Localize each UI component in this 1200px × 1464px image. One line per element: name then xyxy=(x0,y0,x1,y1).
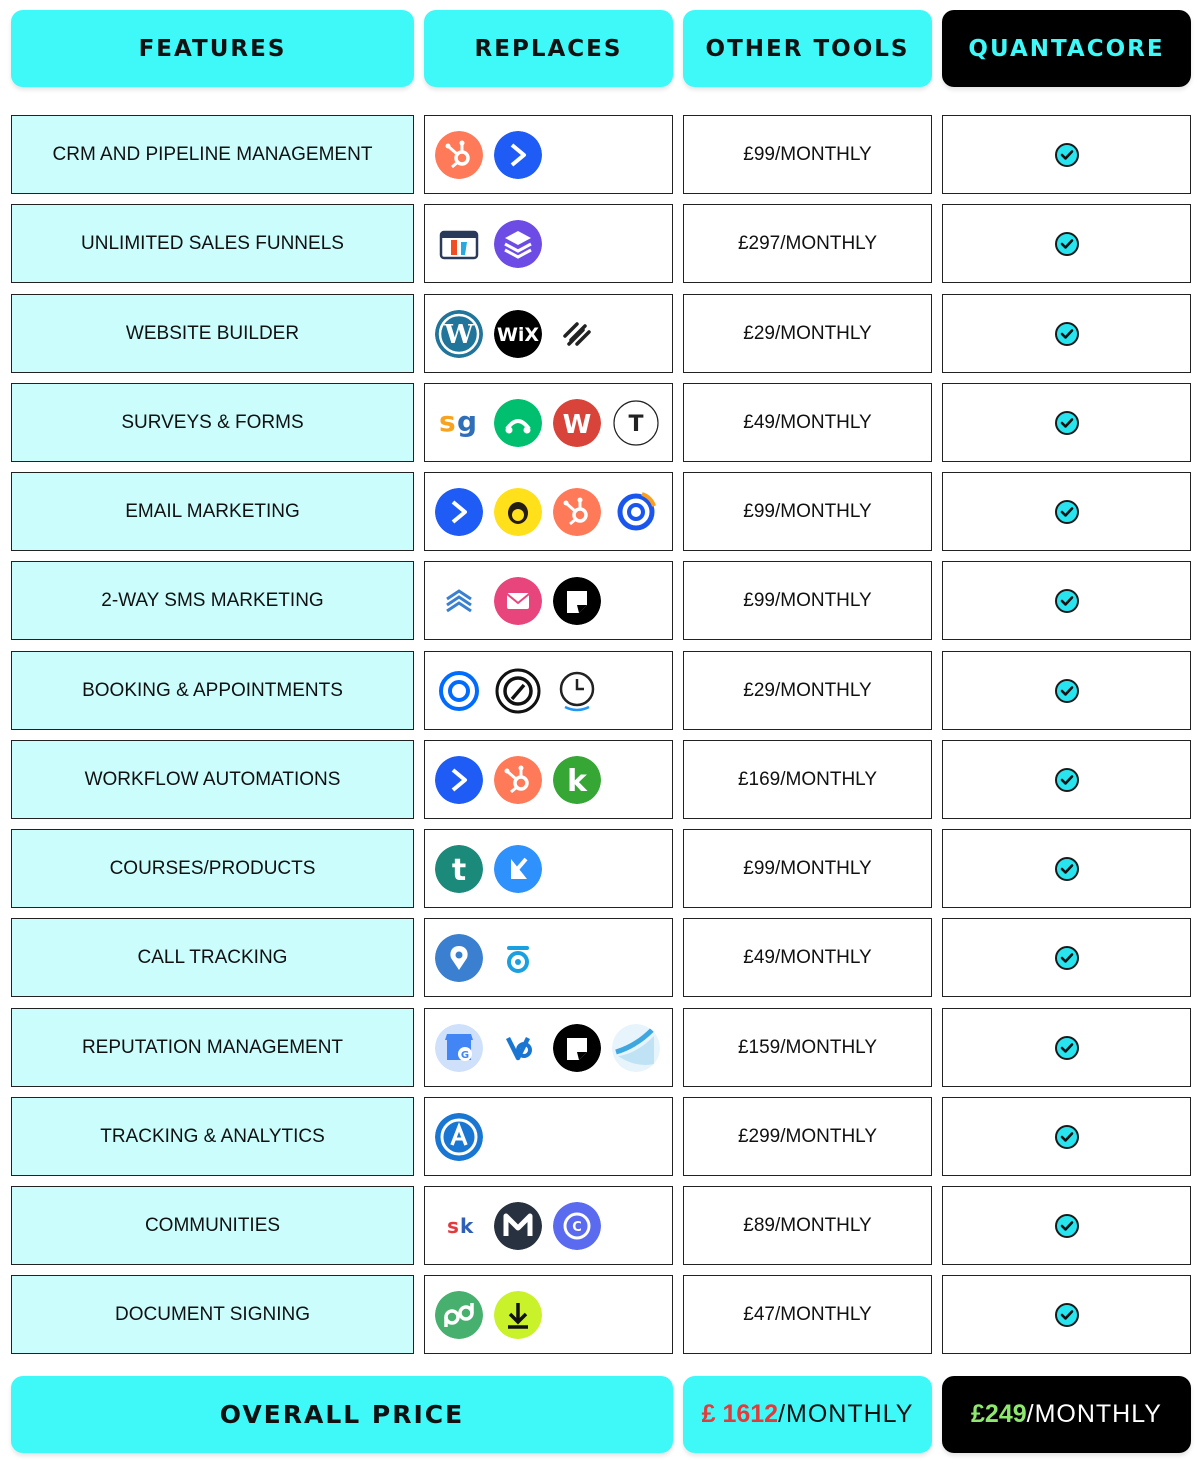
check-icon xyxy=(1055,411,1079,435)
hubspot-icon xyxy=(435,131,483,179)
table-row xyxy=(0,918,1200,997)
check-icon xyxy=(1055,857,1079,881)
other-tools-price-cell xyxy=(683,1186,932,1265)
activecampaign-icon xyxy=(435,756,483,804)
svg-text:W: W xyxy=(444,319,474,350)
feature-label: UNLIMITED SALES FUNNELS xyxy=(81,232,344,254)
header-other-tools: OTHER TOOLS xyxy=(683,10,932,87)
replaced-tools-logos xyxy=(435,1291,542,1339)
other-tools-total-amount: £ 1612 xyxy=(701,1400,779,1428)
layered-chevron-icon xyxy=(435,577,483,625)
activecampaign-icon xyxy=(435,488,483,536)
feature-cell xyxy=(11,1186,414,1265)
check-icon xyxy=(1055,500,1079,524)
hubspot-icon xyxy=(553,488,601,536)
other-tools-price-cell xyxy=(683,561,932,640)
keap-icon xyxy=(553,756,601,804)
svg-text:k: k xyxy=(567,763,587,799)
other-tools-price: £89/MONTHLY xyxy=(743,1214,872,1236)
replaced-tools-logos xyxy=(435,756,601,804)
check-icon xyxy=(1055,232,1079,256)
replaces-cell xyxy=(424,383,673,462)
svg-text:G: G xyxy=(460,1049,470,1061)
feature-label: COMMUNITIES xyxy=(144,1214,281,1236)
feature-label: EMAIL MARKETING xyxy=(125,500,300,522)
other-tools-price-cell xyxy=(683,1275,932,1354)
check-icon xyxy=(1055,768,1079,792)
other-tools-price-cell xyxy=(683,829,932,908)
svg-text:t: t xyxy=(451,852,467,888)
table-row xyxy=(0,829,1200,908)
skool-icon xyxy=(435,1202,483,1250)
feature-label: 2-WAY SMS MARKETING xyxy=(101,589,324,611)
other-tools-price: £49/MONTHLY xyxy=(743,946,872,968)
calendly-icon xyxy=(435,667,483,715)
replaced-tools-logos xyxy=(435,488,660,536)
clickfunnels-icon xyxy=(435,220,483,268)
replaces-cell xyxy=(424,1097,673,1176)
ring-icon xyxy=(494,934,542,982)
replaced-tools-logos xyxy=(435,577,601,625)
quantacore-cell xyxy=(942,740,1191,819)
download-icon xyxy=(494,1291,542,1339)
replaced-tools-logos xyxy=(435,1024,660,1072)
replaced-tools-logos xyxy=(435,220,542,268)
replaced-tools-logos xyxy=(435,845,542,893)
feature-cell xyxy=(11,561,414,640)
analytics-icon xyxy=(435,1113,483,1161)
acuity-icon xyxy=(494,667,542,715)
svg-text:k: k xyxy=(460,1213,474,1238)
feature-label: DOCUMENT SIGNING xyxy=(115,1303,310,1325)
other-tools-price-cell xyxy=(683,1097,932,1176)
replaces-cell xyxy=(424,651,673,730)
replaces-cell xyxy=(424,472,673,551)
other-tools-price: £49/MONTHLY xyxy=(743,411,872,433)
feature-label: TRACKING & ANALYTICS xyxy=(100,1125,325,1147)
feature-label: CRM AND PIPELINE MANAGEMENT xyxy=(52,143,373,165)
surveymonkey-icon xyxy=(494,399,542,447)
check-icon xyxy=(1055,1303,1079,1327)
svg-text:s: s xyxy=(447,1213,459,1238)
replaced-tools-logos xyxy=(435,399,660,447)
replaced-tools-logos xyxy=(435,1113,483,1161)
feature-label: WEBSITE BUILDER xyxy=(125,322,300,344)
feature-label: SURVEYS & FORMS xyxy=(121,411,304,433)
check-icon xyxy=(1055,322,1079,346)
activecampaign-icon xyxy=(494,131,542,179)
quantacore-total-amount: £249 xyxy=(971,1400,1027,1428)
replaced-tools-logos xyxy=(435,310,601,358)
other-tools-total-suffix: /MONTHLY xyxy=(778,1400,914,1428)
other-tools-price: £169/MONTHLY xyxy=(737,768,878,790)
replaces-cell xyxy=(424,918,673,997)
feature-cell xyxy=(11,651,414,730)
feature-cell xyxy=(11,740,414,819)
feature-cell xyxy=(11,1008,414,1087)
check-icon xyxy=(1055,143,1079,167)
check-icon xyxy=(1055,1214,1079,1238)
feature-label: COURSES/PRODUCTS xyxy=(109,857,316,879)
other-tools-price-cell xyxy=(683,115,932,194)
overall-price-label: OVERALL PRICE xyxy=(11,1376,673,1453)
table-row xyxy=(0,472,1200,551)
header-replaces: REPLACES xyxy=(424,10,673,87)
table-row xyxy=(0,1008,1200,1087)
replaces-cell xyxy=(424,1186,673,1265)
check-icon xyxy=(1055,679,1079,703)
quantacore-cell xyxy=(942,472,1191,551)
constant-contact-icon xyxy=(612,488,660,536)
podium-icon xyxy=(553,577,601,625)
replaces-cell xyxy=(424,115,673,194)
envelope-icon xyxy=(494,577,542,625)
check-icon xyxy=(1055,1125,1079,1149)
other-tools-price: £47/MONTHLY xyxy=(743,1303,872,1325)
quantacore-cell xyxy=(942,1097,1191,1176)
other-tools-price-cell xyxy=(683,472,932,551)
feature-cell xyxy=(11,472,414,551)
quantacore-cell xyxy=(942,204,1191,283)
birdeye-icon xyxy=(494,1024,542,1072)
other-tools-price-cell xyxy=(683,740,932,819)
feature-label: CALL TRACKING xyxy=(137,946,288,968)
mailchimp-icon xyxy=(494,488,542,536)
layers-icon xyxy=(494,220,542,268)
feature-cell xyxy=(11,204,414,283)
replaced-tools-logos xyxy=(435,1202,601,1250)
table-row xyxy=(0,561,1200,640)
quantacore-cell xyxy=(942,1008,1191,1087)
replaced-tools-logos xyxy=(435,131,542,179)
quantacore-cell xyxy=(942,561,1191,640)
header-quantacore: QUANTACORE xyxy=(942,10,1191,87)
wix-icon xyxy=(494,310,542,358)
table-row xyxy=(0,1275,1200,1354)
replaces-cell xyxy=(424,294,673,373)
table-row xyxy=(0,294,1200,373)
other-tools-price-cell xyxy=(683,918,932,997)
feature-label: REPUTATION MANAGEMENT xyxy=(81,1036,344,1058)
quantacore-total-suffix: /MONTHLY xyxy=(1026,1400,1162,1428)
table-row xyxy=(0,740,1200,819)
callrail-icon xyxy=(435,934,483,982)
replaces-cell xyxy=(424,561,673,640)
feature-cell xyxy=(11,294,414,373)
replaces-cell xyxy=(424,829,673,908)
circle-icon xyxy=(553,1202,601,1250)
table-row xyxy=(0,204,1200,283)
other-tools-price: £29/MONTHLY xyxy=(743,679,872,701)
wordpress-icon xyxy=(435,310,483,358)
quantacore-total xyxy=(942,1376,1191,1453)
table-row xyxy=(0,383,1200,462)
other-tools-price-cell xyxy=(683,651,932,730)
table-row xyxy=(0,1186,1200,1265)
check-icon xyxy=(1055,589,1079,613)
google-business-icon xyxy=(435,1024,483,1072)
feature-cell xyxy=(11,1275,414,1354)
other-tools-price-cell xyxy=(683,294,932,373)
quantacore-cell xyxy=(942,1275,1191,1354)
svg-text:C: C xyxy=(572,1219,582,1235)
feature-cell xyxy=(11,1097,414,1176)
other-tools-price: £99/MONTHLY xyxy=(743,143,872,165)
quantacore-cell xyxy=(942,383,1191,462)
other-tools-price: £297/MONTHLY xyxy=(737,232,878,254)
other-tools-price: £159/MONTHLY xyxy=(737,1036,878,1058)
other-tools-price: £99/MONTHLY xyxy=(743,500,872,522)
svg-text:T: T xyxy=(628,411,644,437)
check-icon xyxy=(1055,946,1079,970)
quantacore-cell xyxy=(942,829,1191,908)
mighty-networks-icon xyxy=(494,1202,542,1250)
svg-text:s: s xyxy=(439,404,456,438)
feature-cell xyxy=(11,829,414,908)
pandadoc-icon xyxy=(435,1291,483,1339)
replaces-cell xyxy=(424,1275,673,1354)
other-tools-price: £29/MONTHLY xyxy=(743,322,872,344)
replaced-tools-logos xyxy=(435,667,601,715)
feature-cell xyxy=(11,383,414,462)
feature-cell xyxy=(11,918,414,997)
hubspot-icon xyxy=(494,756,542,804)
table-row xyxy=(0,651,1200,730)
svg-text:W: W xyxy=(562,409,592,440)
other-tools-price-cell xyxy=(683,1008,932,1087)
wufoo-icon xyxy=(553,399,601,447)
squarespace-icon xyxy=(553,310,601,358)
other-tools-total xyxy=(683,1376,932,1453)
kajabi-icon xyxy=(494,845,542,893)
table-row xyxy=(0,1097,1200,1176)
svg-text:g: g xyxy=(457,404,478,438)
podium-icon xyxy=(553,1024,601,1072)
replaces-cell xyxy=(424,740,673,819)
other-tools-price-cell xyxy=(683,204,932,283)
replaces-cell xyxy=(424,1008,673,1087)
quantacore-cell xyxy=(942,294,1191,373)
table-row xyxy=(0,115,1200,194)
quantacore-cell xyxy=(942,651,1191,730)
feature-label: BOOKING & APPOINTMENTS xyxy=(82,679,343,701)
feature-cell xyxy=(11,115,414,194)
replaces-cell xyxy=(424,204,673,283)
quantacore-cell xyxy=(942,1186,1191,1265)
quantacore-cell xyxy=(942,918,1191,997)
clock-icon xyxy=(553,667,601,715)
svg-text:WiX: WiX xyxy=(496,323,540,346)
other-tools-price: £299/MONTHLY xyxy=(737,1125,878,1147)
teachable-icon xyxy=(435,845,483,893)
header-features: FEATURES xyxy=(11,10,414,87)
typeform-icon xyxy=(612,399,660,447)
quantacore-cell xyxy=(942,115,1191,194)
other-tools-price-cell xyxy=(683,383,932,462)
check-icon xyxy=(1055,1036,1079,1060)
surveygizmo-icon xyxy=(435,399,483,447)
yext-icon xyxy=(612,1024,660,1072)
feature-label: WORKFLOW AUTOMATIONS xyxy=(84,768,341,790)
replaced-tools-logos xyxy=(435,934,542,982)
other-tools-price: £99/MONTHLY xyxy=(743,589,872,611)
other-tools-price: £99/MONTHLY xyxy=(743,857,872,879)
